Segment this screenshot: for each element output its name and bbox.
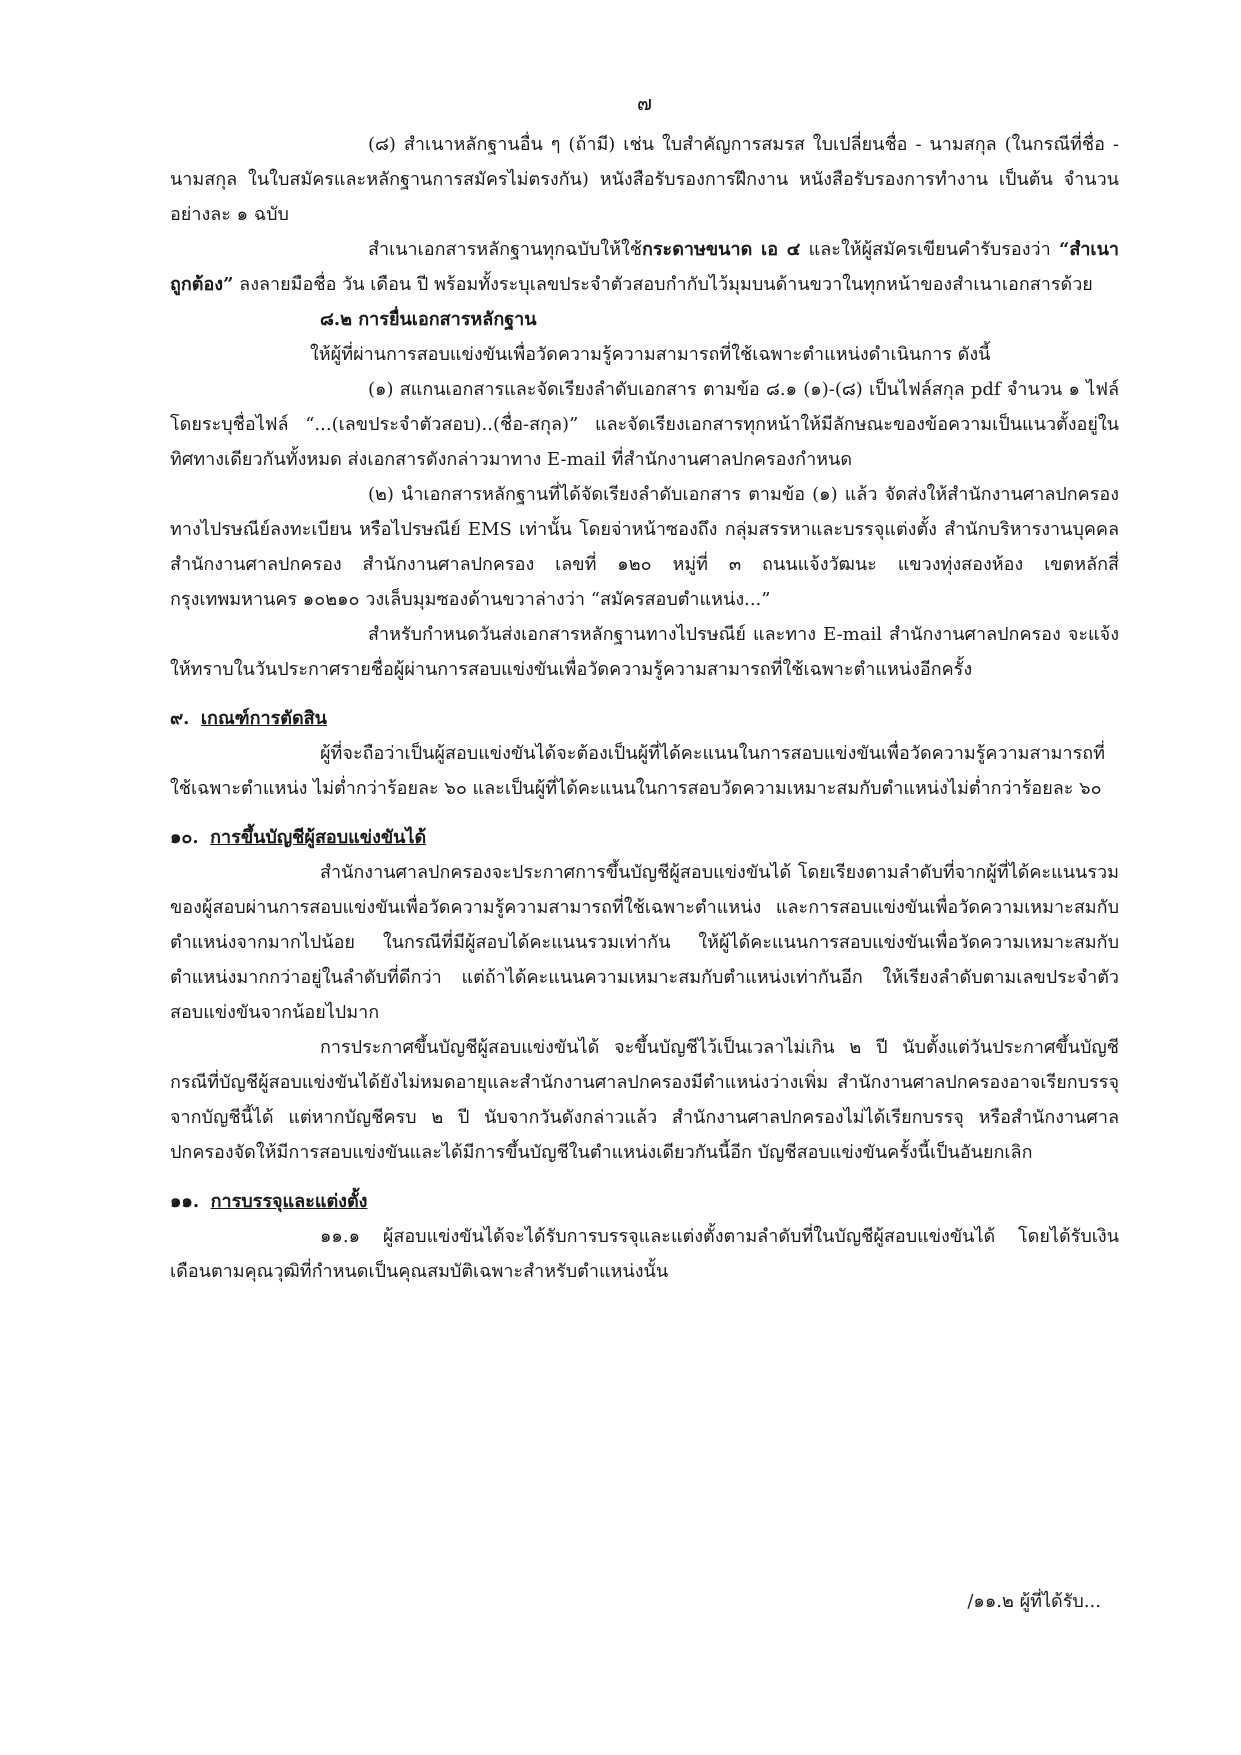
paper-size-emphasis: กระดาษขนาด เอ ๔ — [641, 239, 801, 260]
certified-copy-emphasis: “สำเนาถูกต้อง” — [170, 239, 1119, 295]
section-8-2-title: ๘.๒ การยื่นเอกสารหลักฐาน — [320, 309, 537, 330]
section-9-heading — [170, 701, 1119, 736]
section-11-title: การบรรจุและแต่งตั้ง — [210, 1191, 368, 1212]
section-10-title: การขึ้นบัญชีผู้สอบแข่งขันได้ — [210, 827, 427, 848]
section-9-body: ผู้ที่จะถือว่าเป็นผู้สอบแข่งขันได้จะต้องเป็นผู้ที่ได้คะแนนในการสอบแข่งขันเพื่อวัดความรู้ความสามารถที่ใช้เฉพาะตำแหน่ง ไม่ต่ำกว่าร้อยละ ๖๐ และเป็นผู้ที่ได้คะแนนในการสอบวัดความเหมาะสมกับตำแหน่งไม่ต่ำกว่าร้อยละ ๖๐ — [170, 743, 1106, 799]
section-10-paragraph-1: สำนักงานศาลปกครองจะประกาศการขึ้นบัญชีผู้สอบแข่งขันได้ โดยเรียงตามลำดับที่จากผู้ที่ได้คะแนนรวมของผู้สอบผ่านการสอบแข่งขันเพื่อวัดความรู้ความสามารถที่ใช้เฉพาะตำแหน่ง และการสอบแข่งขันเพื่อวัดความเหมาะสมกับตำแหน่งจากมากไปน้อย ในกรณีที่มีผู้สอบได้คะแนนรวมเท่ากัน ให้ผู้ได้คะแนนการสอบแข่งขันเพื่อวัดความเหมาะสมกับตำแหน่งมากกว่าอยู่ในลำดับที่ดีกว่า แต่ถ้าได้คะแนนความเหมาะสมกับตำแหน่งเท่ากันอีก ให้เรียงลำดับตามเลขประจำตัวสอบแข่งขันจากน้อยไปมาก — [170, 862, 1119, 1023]
section-8-2-item-1: (๑) สแกนเอกสารและจัดเรียงลำดับเอกสาร ตามข้อ ๘.๑ (๑)-(๘) เป็นไฟล์สกุล pdf จำนวน ๑ ไฟล์ โดยระบุชื่อไฟล์ “...(เลขประจำตัวสอบ)..(ชื่อ-สกุล)” และจัดเรียงเอกสารทุกหน้าให้มีลักษณะของข้อความเป็นแนวตั้งอยู่ในทิศทางเดียวกันทั้งหมด ส่งเอกสารดังกล่าวมาทาง E-mail ที่สำนักงานศาลปกครองกำหนด — [170, 379, 1119, 470]
section-8-2-note: สำหรับกำหนดวันส่งเอกสารหลักฐานทางไปรษณีย์ และทาง E-mail สำนักงานศาลปกครอง จะแจ้งให้ทราบในวันประกาศรายชื่อผู้ผ่านการสอบแข่งขันเพื่อวัดความรู้ความสามารถที่ใช้เฉพาะตำแหน่งอีกครั้ง — [170, 624, 1119, 680]
section-9-title: เกณฑ์การตัดสิน — [200, 708, 327, 729]
section-11-paragraph-1: ๑๑.๑ ผู้สอบแข่งขันได้จะได้รับการบรรจุและแต่งตั้งตามลำดับที่ในบัญชีผู้สอบแข่งขันได้ โดยได้รับเงินเดือนตามคุณวุฒิที่กำหนดเป็นคุณสมบัติเฉพาะสำหรับตำแหน่งนั้น — [170, 1226, 1119, 1282]
item-8-paragraph: (๘) สำเนาหลักฐานอื่น ๆ (ถ้ามี) เช่น ใบสำคัญการสมรส ใบเปลี่ยนชื่อ - นามสกุล (ในกรณีที่ชื่อ - นามสกุล ในใบสมัครและหลักฐานการสมัครไม่ตรงกัน) หนังสือรับรองการฝึกงาน หนังสือรับรองการทำงาน เป็นต้น จำนวนอย่างละ ๑ ฉบับ — [170, 134, 1119, 225]
page-number: ๗ — [636, 91, 653, 115]
section-9-number: ๙. — [170, 708, 190, 729]
copy-text-a: สำเนาเอกสารหลักฐานทุกฉบับให้ใช้ — [368, 239, 642, 260]
section-10-number: ๑๐. — [170, 827, 199, 848]
copy-certification-paragraph — [170, 232, 1119, 302]
copy-text-e: ลงลายมือชื่อ วัน เดือน ปี พร้อมทั้งระบุเลขประจำตัวสอบกำกับไว้มุมบนด้านขวาในทุกหน้าของสำเนาเอกสารด้วย — [233, 274, 1093, 295]
section-11-heading — [170, 1184, 1119, 1219]
copy-text-c: และให้ผู้สมัครเขียนคำรับรองว่า — [800, 239, 1059, 260]
section-8-2-item-2: (๒) นำเอกสารหลักฐานที่ได้จัดเรียงลำดับเอกสาร ตามข้อ (๑) แล้ว จัดส่งให้สำนักงานศาลปกครองทางไปรษณีย์ลงทะเบียน หรือไปรษณีย์ EMS เท่านั้น โดยจ่าหน้าซองถึง กลุ่มสรรหาและบรรจุแต่งตั้ง สำนักบริหารงานบุคคลสำนักงานศาลปกครอง สำนักงานศาลปกครอง เลขที่ ๑๒๐ หมู่ที่ ๓ ถนนแจ้งวัฒนะ แขวงทุ่งสองห้อง เขตหลักสี่ กรุงเทพมหานคร ๑๐๒๑๐ วงเล็บมุมซองด้านขวาล่างว่า “สมัครสอบตำแหน่ง...” — [170, 484, 1119, 610]
section-8-2-intro: ให้ผู้ที่ผ่านการสอบแข่งขันเพื่อวัดความรู้ความสามารถที่ใช้เฉพาะตำแหน่งดำเนินการ ดังนี้ — [310, 344, 991, 365]
continuation-note: /๑๑.๒ ผู้ที่ได้รับ... — [967, 1591, 1101, 1612]
section-10-paragraph-2: การประกาศขึ้นบัญชีผู้สอบแข่งขันได้ จะขึ้นบัญชีไว้เป็นเวลาไม่เกิน ๒ ปี นับตั้งแต่วันประกาศขึ้นบัญชี กรณีที่บัญชีผู้สอบแข่งขันได้ยังไม่หมดอายุและสำนักงานศาลปกครองมีตำแหน่งว่างเพิ่ม สำนักงานศาลปกครองอาจเรียกบรรจุจากบัญชีนี้ได้ แต่หากบัญชีครบ ๒ ปี นับจากวันดังกล่าวแล้ว สำนักงานศาลปกครองไม่ได้เรียกบรรจุ หรือสำนักงานศาลปกครองจัดให้มีการสอบแข่งขันและได้มีการขึ้นบัญชีในตำแหน่งเดียวกันนี้อีก บัญชีสอบแข่งขันครั้งนี้เป็นอันยกเลิก — [170, 1037, 1119, 1163]
section-10-heading — [170, 820, 1119, 855]
section-11-number: ๑๑. — [170, 1191, 200, 1212]
